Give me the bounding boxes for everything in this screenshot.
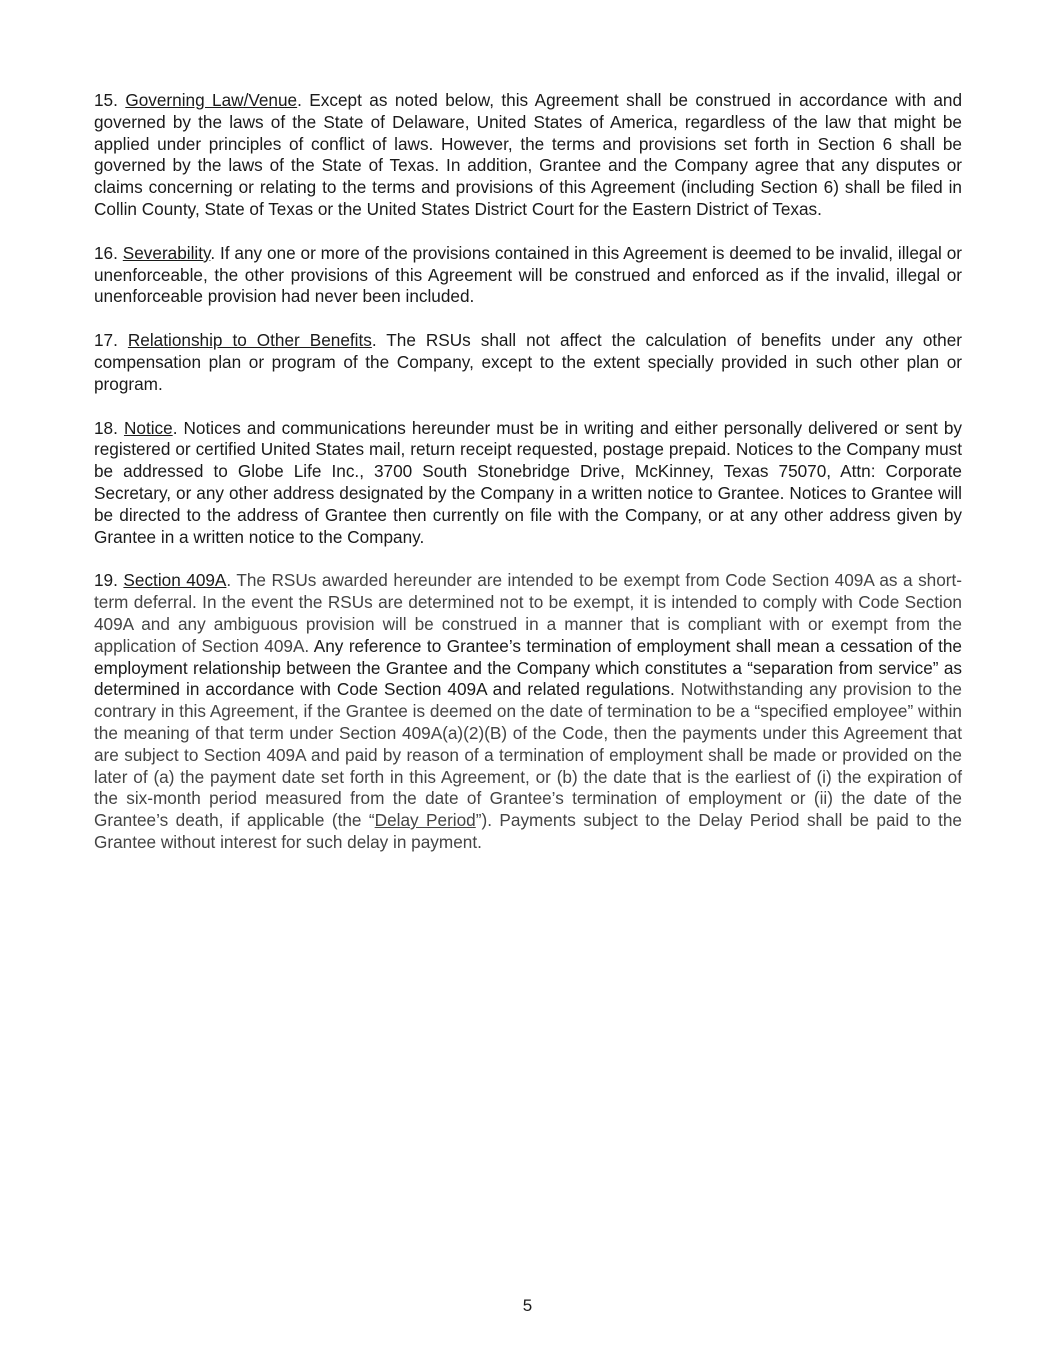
section-body: . Notices and communications hereunder must be in writing and either personally delivered or sent by registered or certified United States mail, return receipt requested, postage prepaid. Notices to the Company must be addressed to Globe Life Inc., 3700 South Stonebridge Drive, McKinney, Texas 75070, Attn: Corporate Secretary, or any other address designated by the Company in a written notice to Grantee. Notices to Grantee will be directed to the address of Grantee then currently on file with the Company, or at any other address given by Grantee in a written notice to the Company. — [94, 417, 962, 547]
section-heading: Severability — [122, 242, 211, 263]
section-body: . If any one or more of the provisions contained in this Agreement is deemed to be invalid, illegal or unenforceable, the other provisions of this Agreement will be construed and enforced as if the invalid, illegal or unenforceable provision had never been included. — [94, 242, 962, 307]
section-number: 19. — [94, 570, 118, 591]
page-number: 5 — [522, 1296, 533, 1315]
section-body-part1: . The RSUs awarded hereunder are intended to be exempt from Code Section 409A as a short-term deferral. In the event the RSUs are determined not to be exempt, it is intended to comply with Code Section 409A and any ambiguous provision will be construed in a manner that is compliant with or exempt from the application of Section 409A. — [94, 570, 963, 656]
section-19 — [94, 570, 962, 853]
section-number: 18. — [94, 417, 118, 438]
document-body — [94, 90, 962, 876]
section-heading: Section 409A — [123, 570, 227, 591]
section-heading: Notice — [123, 417, 173, 438]
section-16 — [94, 243, 962, 308]
section-17 — [94, 330, 962, 395]
section-body: . The RSUs shall not affect the calculation of benefits under any other compensation plan or program of the Company, except to the extent specially provided in such other plan or program. — [94, 330, 962, 394]
section-body: . Except as noted below, this Agreement shall be construed in accordance with and governed by the laws of the State of Delaware, United States of America, regardless of the law that might be applied under principles of conflict of laws. However, the terms and provisions set forth in Section 6 shall be governed by the laws of the State of Texas. In addition, Grantee and the Company agree that any disputes or claims concerning or relating to the terms and provisions of this Agreement (including Section 6) shall be filed in Collin County, State of Texas or the United States District Court for the Eastern District of Texas. — [94, 90, 963, 219]
section-body-part3: Notwithstanding any provision to the contrary in this Agreement, if the Grantee is deemed on the date of termination to be a “specified employee” within the meaning of that term under Section 409A(a)(2)(B) of the Code, then the payments under this Agreement that are subject to Section 409A and paid by reason of a termination of employment shall be made or provided on the later of (a) the payment date set forth in this Agreement, or (b) the date that is the earliest of (i) the expiration of the six-month period measured from the date of Grantee’s termination of employment or (ii) the date of the Grantee’s death, if applicable (the “ — [94, 679, 962, 831]
section-body-part4: ”). Payments subject to the Delay Period shall be paid to the Grantee without interest for such delay in payment. — [94, 810, 962, 852]
section-heading: Relationship to Other Benefits — [127, 330, 372, 351]
defined-term: Delay Period — [374, 810, 476, 831]
section-heading: Governing Law/Venue — [125, 90, 298, 110]
section-number: 16. — [94, 242, 118, 263]
section-number: 15. — [94, 90, 118, 110]
section-18 — [94, 418, 962, 549]
section-body-part2: Any reference to Grantee’s termination of employment shall mean a cessation of the employment relationship between the Grantee and the Company which constitutes a “separation from service” as determined in accordance with Code Section 409A and related regulations. — [94, 635, 962, 700]
section-number: 17. — [94, 330, 118, 351]
section-15 — [94, 90, 962, 221]
